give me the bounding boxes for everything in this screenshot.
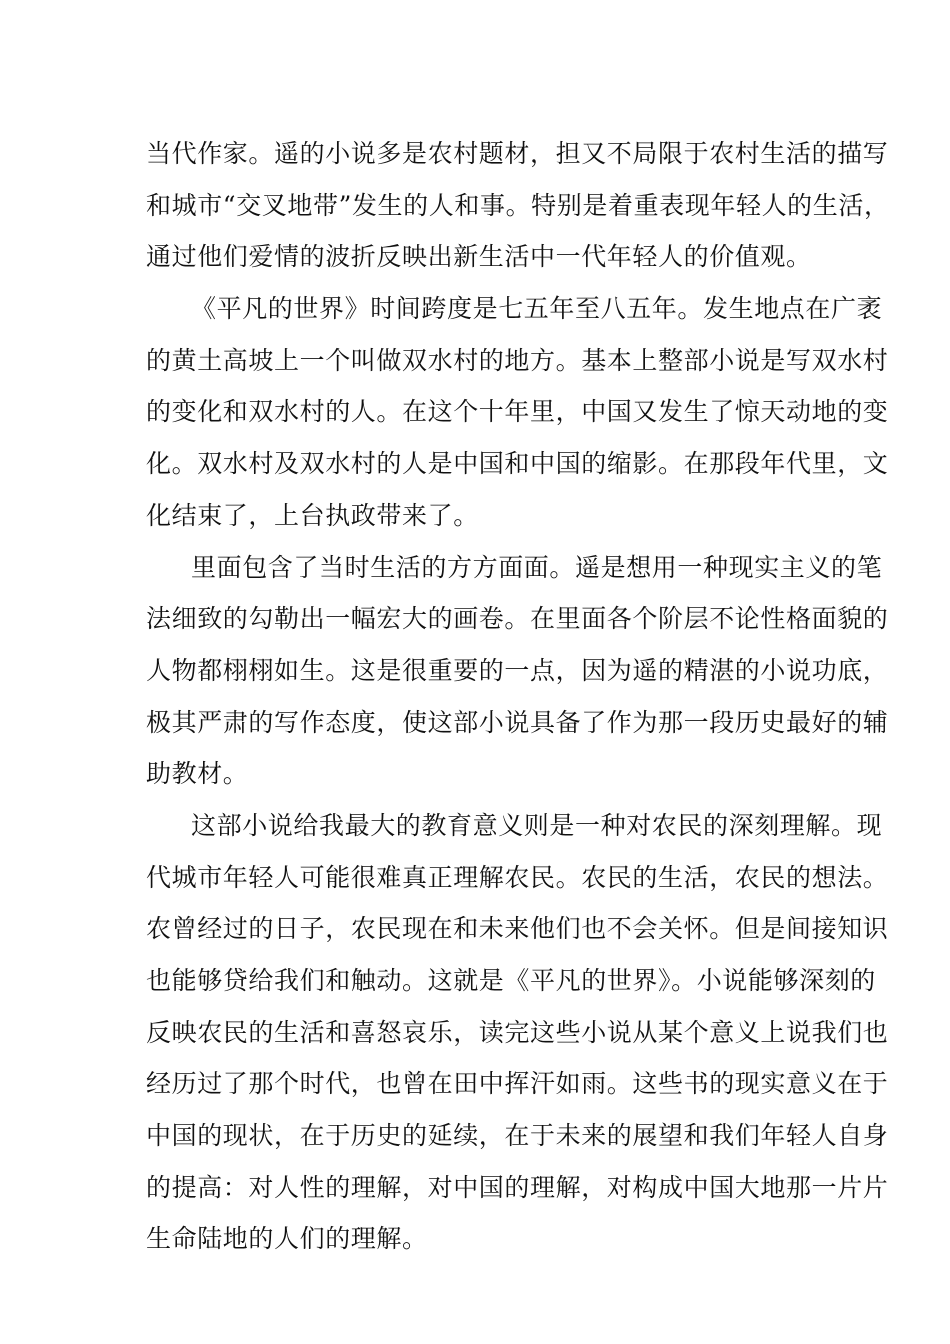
document-body [146, 128, 890, 1265]
text-line: 中国的现状，在于历史的延续，在于未来的展望和我们年轻人自身 [146, 1121, 889, 1151]
text-line: 极其严肃的写作态度，使这部小说具备了作为那一段历史最好的辅 [146, 707, 889, 737]
text-line: 化结束了，上台执政带来了。 [146, 500, 479, 530]
text-line: 反映农民的生活和喜怒哀乐，读完这些小说从某个意义上说我们也 [146, 1017, 889, 1047]
text-line: 也能够贷给我们和触动。这就是《平凡的世界》。小说能够深刻的 [146, 966, 876, 995]
text-line: 法细致的勾勒出一幅宏大的画卷。在里面各个阶层不论性格面貌的 [146, 604, 889, 634]
text-line: 人物都栩栩如生。这是很重要的一点，因为遥的精湛的小说功底， [146, 655, 889, 685]
text-line: 代城市年轻人可能很难真正理解农民。农民的生活，农民的想法。 [146, 862, 889, 892]
text-line: 生命陆地的人们的理解。 [146, 1224, 428, 1254]
text-line: 化。双水村及双水村的人是中国和中国的缩影。在那段年代里，文 [146, 449, 889, 479]
paragraph-first-line: 里面包含了当时生活的方方面面。遥是想用一种现实主义的笔 [191, 552, 883, 582]
text-line: 当代作家。遥的小说多是农村题材，担又不局限于农村生活的描写 [146, 139, 889, 168]
text-line: 经历过了那个时代，也曾在田中挥汗如雨。这些书的现实意义在于 [146, 1069, 889, 1099]
text-line: 通过他们爱情的波折反映出新生活中一代年轻人的价值观。 [146, 242, 812, 272]
text-line: 助教材。 [146, 759, 249, 789]
text-line: 农曾经过的日子，农民现在和未来他们也不会关怀。但是间接知识 [146, 914, 889, 944]
text-line: 的黄土高坡上一个叫做双水村的地方。基本上整部小说是写双水村 [146, 345, 889, 375]
text-line: 的变化和双水村的人。在这个十年里，中国又发生了惊天动地的变 [146, 397, 889, 427]
paragraph-first-line: 《平凡的世界》时间跨度是七五年至八五年。发生地点在广袤 [191, 294, 883, 324]
text-line: 和城市“交叉地带”发生的人和事。特别是着重表现年轻人的生活， [146, 190, 890, 220]
text-line: 的提高：对人性的理解，对中国的理解，对构成中国大地那一片片 [146, 1172, 889, 1202]
paragraph-first-line: 这部小说给我最大的教育意义则是一种对农民的深刻理解。现 [191, 810, 883, 840]
